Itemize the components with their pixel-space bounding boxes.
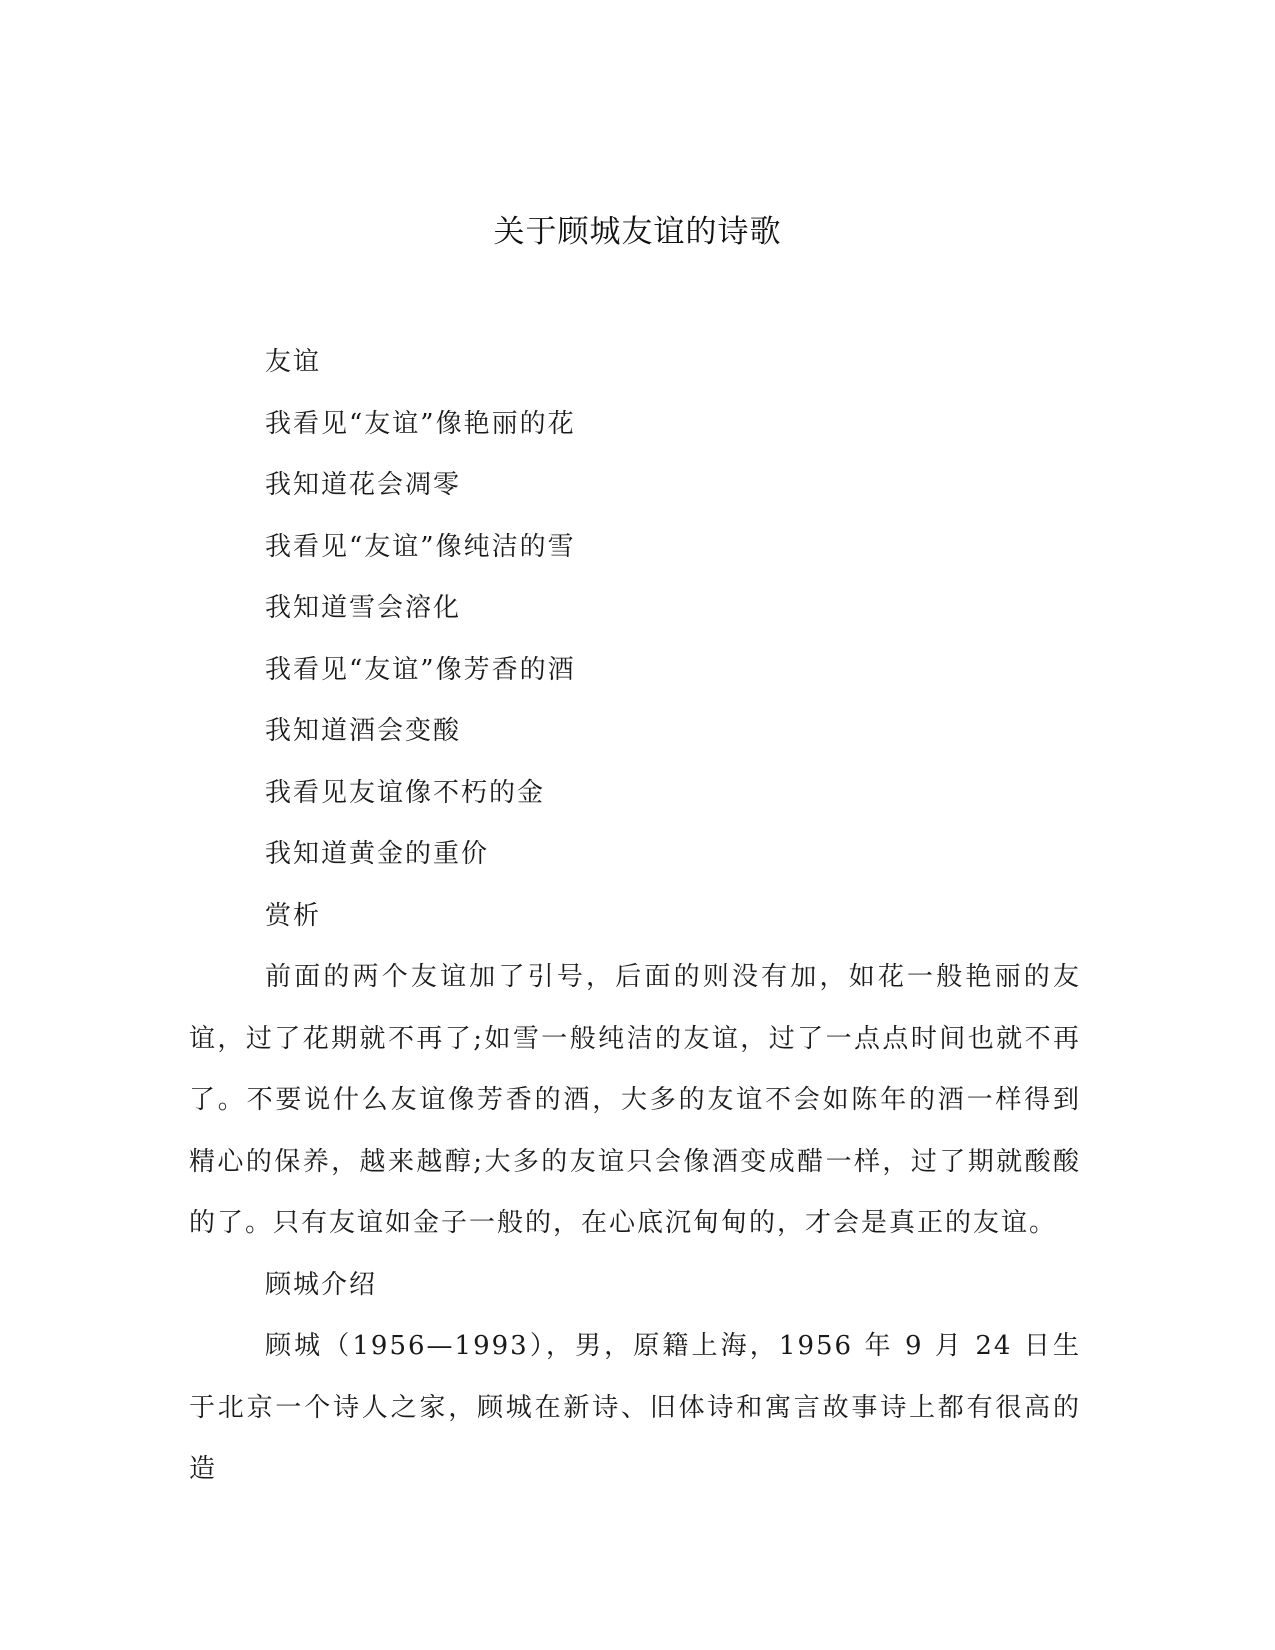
document-title: 关于顾城友谊的诗歌 (493, 214, 782, 250)
analysis-paragraph: 前面的两个友谊加了引号，后面的则没有加，如花一般艳丽的友谊，过了花期就不再了;如雪一般纯洁的友谊，过了一点点时间也就不再了。不要说什么友谊像芳香的酒，大多的友谊不会如陈年的酒一样得到精心的保养，越来越醇;大多的友谊只会像酒变成醋一样，过了期就酸酸的了。只有友谊如金子一般的，在心底沉甸甸的，才会是真正的友谊。 (189, 962, 1081, 1238)
poem-line: 我看见“友谊”像纯洁的雪 (265, 531, 576, 562)
poem-line: 我知道酒会变酸 (265, 716, 462, 746)
poem-line: 我看见“友谊”像芳香的酒 (265, 654, 576, 685)
poem-line: 我知道花会凋零 (265, 470, 462, 500)
intro-heading: 顾城介绍 (265, 1269, 378, 1300)
poem-line: 我知道雪会溶化 (265, 593, 462, 623)
poem-line: 我看见“友谊”像艳丽的花 (265, 408, 576, 439)
analysis-heading: 赏析 (265, 900, 322, 931)
intro-paragraph: 顾城（1956—1993），男，原籍上海，1956 年 9 月 24 日生于北京一个诗人之家，顾城在新诗、旧体诗和寓言故事诗上都有很高的造 (189, 1331, 1081, 1484)
poem-line: 我看见友谊像不朽的金 (265, 777, 546, 808)
document-body (189, 332, 1081, 1501)
poem-line: 我知道黄金的重价 (265, 839, 490, 869)
poem-title: 友谊 (265, 347, 322, 377)
